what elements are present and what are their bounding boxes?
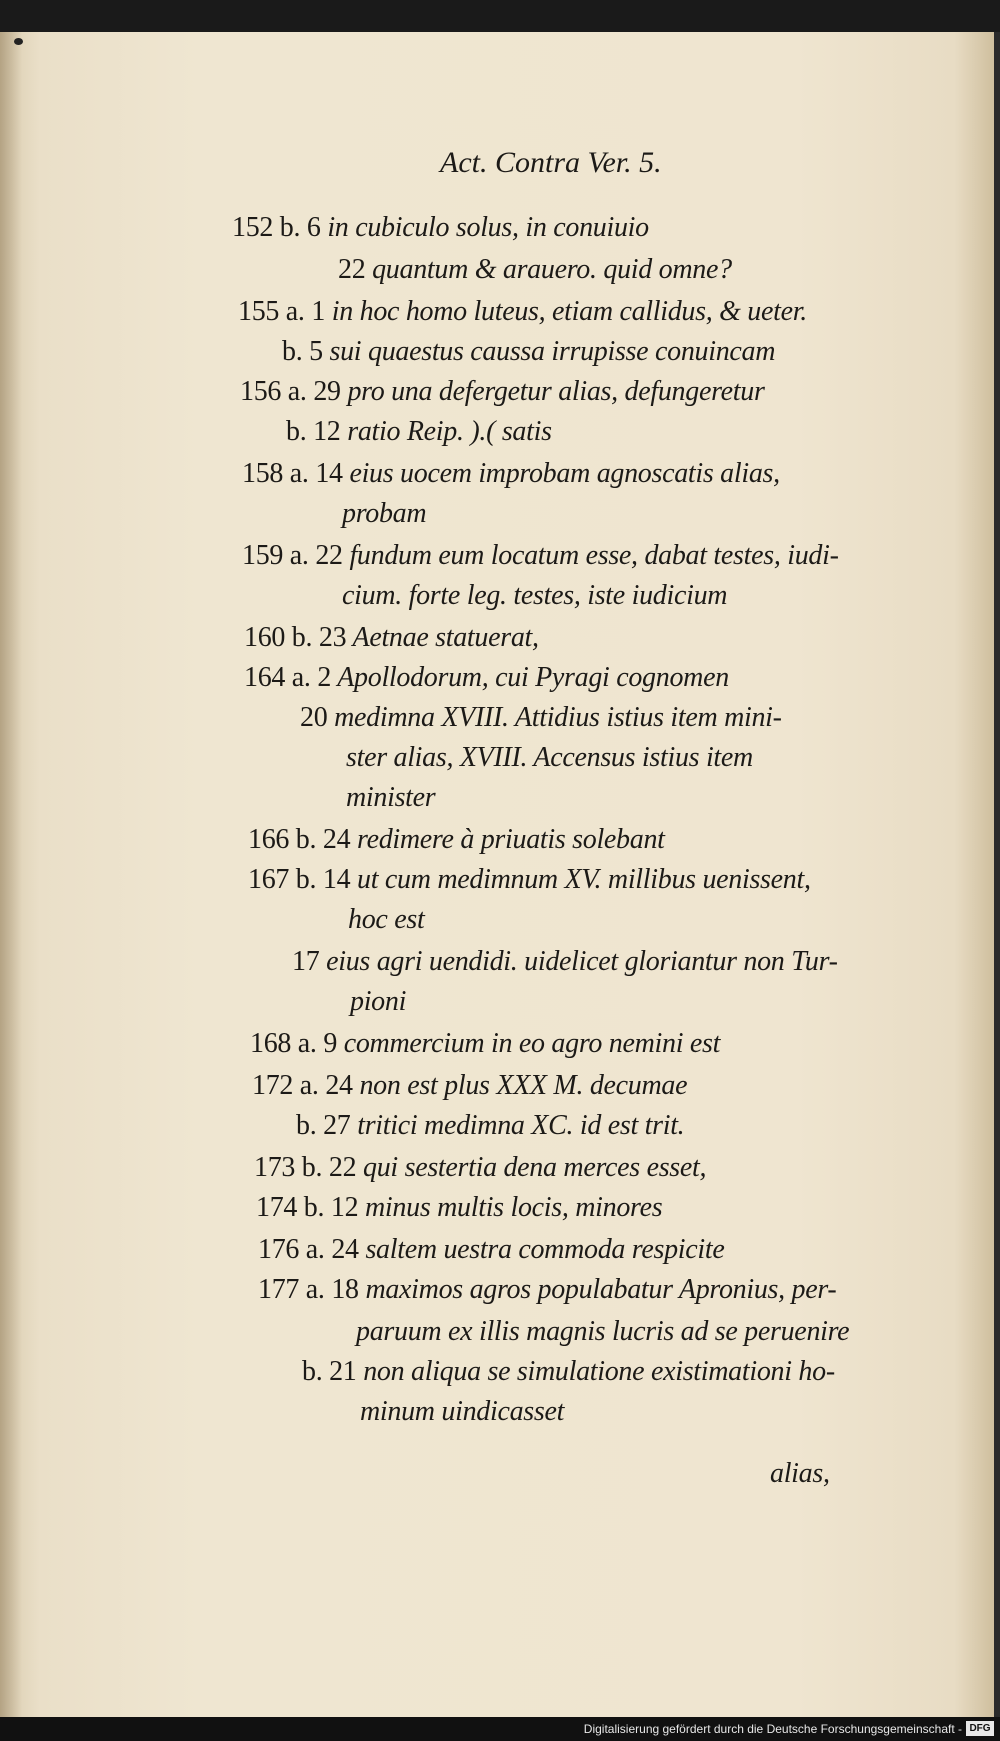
errata-line: b. 27 tritici medimna XC. id est trit. <box>296 1110 685 1141</box>
catchword: alias, <box>770 1458 830 1489</box>
errata-line: b. 5 sui quaestus caussa irrupisse conuincam <box>282 336 776 367</box>
errata-line: 172 a. 24 non est plus XXX M. decumae <box>252 1070 688 1101</box>
errata-line: 177 a. 18 maximos agros populabatur Apronius, per- <box>258 1274 837 1305</box>
footer-credit: Digitalisierung gefördert durch die Deutsche Forschungsgemeinschaft - <box>583 1722 962 1736</box>
errata-line: minister <box>346 782 436 813</box>
errata-line: minum uindicasset <box>360 1396 565 1427</box>
errata-line: ster alias, XVIII. Accensus istius item <box>346 742 753 773</box>
errata-line: 173 b. 22 qui sestertia dena merces esset, <box>254 1152 707 1183</box>
digitization-footer <box>0 1717 1000 1741</box>
errata-line: 22 quantum & arauero. quid omne? <box>338 254 732 285</box>
errata-line: 158 a. 14 eius uocem improbam agnoscatis alias, <box>242 458 780 489</box>
running-header: Act. Contra Ver. 5. <box>440 146 662 179</box>
errata-line: paruum ex illis magnis lucris ad se peruenire <box>356 1316 850 1347</box>
errata-line: pioni <box>350 986 407 1017</box>
errata-line: probam <box>342 498 427 529</box>
errata-line: 166 b. 24 redimere à priuatis solebant <box>248 824 665 855</box>
errata-line: 174 b. 12 minus multis locis, minores <box>256 1192 663 1223</box>
errata-line: 160 b. 23 Aetnae statuerat, <box>244 622 539 653</box>
errata-line: 164 a. 2 Apollodorum, cui Pyragi cognomen <box>244 662 729 693</box>
errata-line: 156 a. 29 pro una defergetur alias, defungeretur <box>240 376 765 407</box>
errata-line: 152 b. 6 in cubiculo solus, in conuiuio <box>232 212 649 243</box>
errata-line: 159 a. 22 fundum eum locatum esse, dabat testes, iudi- <box>242 540 839 571</box>
errata-line: b. 21 non aliqua se simulatione existimationi ho- <box>302 1356 835 1387</box>
errata-line: 167 b. 14 ut cum medimnum XV. millibus uenissent, <box>248 864 811 895</box>
errata-line: 155 a. 1 in hoc homo luteus, etiam callidus, & ueter. <box>238 296 807 327</box>
dfg-logo: DFG <box>966 1721 994 1736</box>
errata-line: 176 a. 24 saltem uestra commoda respicite <box>258 1234 725 1265</box>
errata-line: b. 12 ratio Reip. ).( satis <box>286 416 552 447</box>
errata-line: hoc est <box>348 904 425 935</box>
errata-line: 20 medimna XVIII. Attidius istius item mini- <box>300 702 782 733</box>
errata-line: 168 a. 9 commercium in eo agro nemini est <box>250 1028 721 1059</box>
ink-mark <box>14 38 23 45</box>
errata-line: cium. forte leg. testes, iste iudicium <box>342 580 728 611</box>
errata-line: 17 eius agri uendidi. uidelicet gloriantur non Tur- <box>292 946 838 977</box>
